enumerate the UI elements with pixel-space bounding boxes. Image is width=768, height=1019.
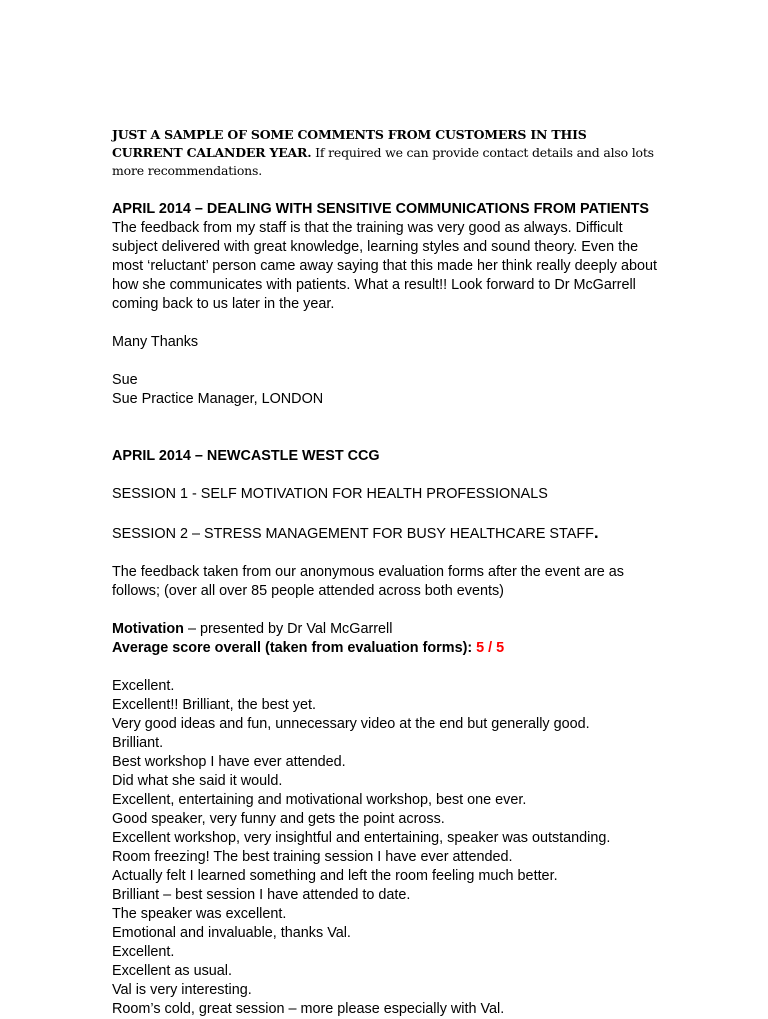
testimonial-1-signoff: Many Thanks (112, 334, 199, 350)
testimonial-2-heading: APRIL 2014 – NEWCASTLE WEST CCG (112, 448, 380, 464)
comment-item: Actually felt I learned something and left the room feeling much better. (112, 868, 558, 884)
motivation-presenter: – presented by Dr Val McGarrell (183, 621, 393, 637)
comment-item: Room freezing! The best training session I have ever attended. (112, 849, 513, 865)
testimonial-newcastle (112, 447, 660, 1019)
session-2-text: SESSION 2 – STRESS MANAGEMENT FOR BUSY HEALTHCARE STAFF (112, 526, 594, 542)
comment-item: Room’s cold, great session – more please especially with Val. (112, 1001, 505, 1017)
motivation-line (112, 620, 660, 639)
testimonial-1-heading: APRIL 2014 – DEALING WITH SENSITIVE COMMUNICATIONS FROM PATIENTS (112, 201, 650, 217)
comment-item: Excellent workshop, very insightful and entertaining, speaker was outstanding. (112, 830, 611, 846)
document-page (112, 126, 660, 1019)
comments-list (112, 677, 660, 1019)
comment-item: Good speaker, very funny and gets the point across. (112, 811, 445, 827)
intro-lead: JUST A SAMPLE OF SOME COMMENTS FROM CUSTOMERS IN THIS CURRENT CALANDER YEAR. (112, 127, 587, 160)
comment-item: Did what she said it would. (112, 773, 283, 789)
score-line (112, 639, 660, 658)
intro-rest: If required we can provide contact details and also lots more recommendations. (112, 145, 654, 178)
session-2-dot: . (593, 523, 599, 542)
comment-item: Excellent, entertaining and motivational workshop, best one ever. (112, 792, 527, 808)
feedback-intro: The feedback taken from our anonymous evaluation forms after the event are as follows; (over all over 85 people attended across both events) (112, 564, 624, 599)
intro-paragraph (112, 126, 660, 180)
comment-item: Very good ideas and fun, unnecessary video at the end but generally good. (112, 716, 590, 732)
testimonial-1-role: Sue Practice Manager, LONDON (112, 391, 324, 407)
comment-item: Emotional and invaluable, thanks Val. (112, 925, 351, 941)
comment-item: Val is very interesting. (112, 982, 252, 998)
testimonial-1-name: Sue (112, 372, 138, 388)
comment-item: The speaker was excellent. (112, 906, 287, 922)
score-value: 5 / 5 (476, 640, 505, 656)
session-1-title: SESSION 1 - SELF MOTIVATION FOR HEALTH PROFESSIONALS (112, 486, 548, 502)
comment-item: Excellent. (112, 944, 175, 960)
testimonial-sensitive-communications (112, 200, 660, 409)
score-label: Average score overall (taken from evaluation forms): (112, 640, 477, 656)
testimonial-1-body: The feedback from my staff is that the training was very good as always. Difficult subject delivered with great knowledge, learning styles and sound theory. Even the most ‘reluctant’ person came away saying that this made her think really deeply about how she communicates with patients. What a result!! Look forward to Dr McGarrell coming back to us later in the year. (112, 220, 657, 312)
comment-item: Excellent!! Brilliant, the best yet. (112, 697, 316, 713)
session-2-title (112, 523, 660, 544)
comment-item: Excellent as usual. (112, 963, 232, 979)
comment-item: Best workshop I have ever attended. (112, 754, 346, 770)
motivation-label: Motivation (112, 621, 184, 637)
comment-item: Brilliant – best session I have attended to date. (112, 887, 411, 903)
comment-item: Brilliant. (112, 735, 164, 751)
comment-item: Excellent. (112, 678, 175, 694)
